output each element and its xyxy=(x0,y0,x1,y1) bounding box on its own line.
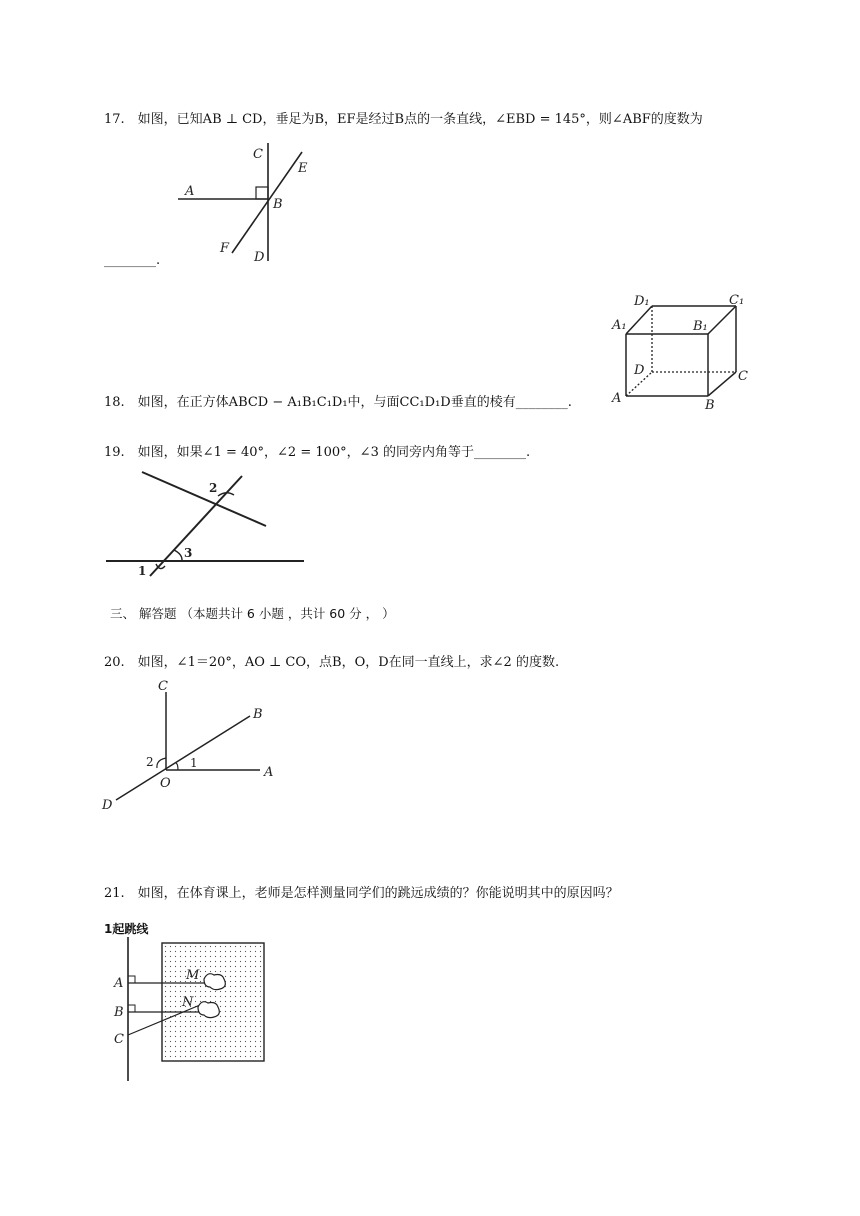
q18-label-a: A xyxy=(612,391,622,406)
q18-label-d1: D₁ xyxy=(634,294,650,309)
q17-label-d: D xyxy=(254,250,265,265)
q21-label-m: M xyxy=(186,968,200,983)
q20-figure xyxy=(100,678,290,818)
q18-cube-figure xyxy=(608,292,758,412)
q18-label-c: C xyxy=(738,369,748,384)
q18-label-c1: C₁ xyxy=(729,293,745,308)
q20-angle-2-label: 2 xyxy=(146,755,154,769)
q18-text: 18. 如图，在正方体ABCD − A₁B₁C₁D₁中，与面CC₁D₁D垂直的棱有________. xyxy=(104,395,572,410)
q19-angle-1-label: 1 xyxy=(138,564,147,578)
q21-label-n: N xyxy=(182,995,194,1010)
q21-label-a: A xyxy=(114,976,124,991)
q18-label-b: B xyxy=(705,398,715,413)
q20-label-c: C xyxy=(158,679,168,694)
q17-label-e: E xyxy=(298,161,308,176)
q21-takeoff-line-header: 1起跳线 xyxy=(104,922,149,936)
q19-figure xyxy=(102,468,312,578)
q21-text: 21. 如图，在体育课上，老师是怎样测量同学们的跳远成绩的？你能说明其中的原因吗？ xyxy=(104,886,619,901)
q20-label-a: A xyxy=(264,765,274,780)
q19-angle-3-label: 3 xyxy=(184,546,193,560)
q17-figure xyxy=(170,140,370,270)
q21-label-b: B xyxy=(114,1005,124,1020)
q17-label-f: F xyxy=(220,241,230,256)
q19-text: 19. 如图，如果∠1 = 40°，∠2 = 100°，∠3 的同旁内角等于________. xyxy=(104,445,531,460)
q17-text: 17. 如图，已知AB ⊥ CD，垂足为B，EF是经过B点的一条直线，∠EBD = 145°，则∠ABF的度数为 xyxy=(104,112,703,127)
q20-text: 20. 如图，∠1＝20°，AO ⊥ CO，点B，O，D在同一直线上，求∠2 的度数. xyxy=(104,655,560,670)
q17-label-b: B xyxy=(273,197,283,212)
q20-label-d: D xyxy=(102,798,113,813)
q21-figure xyxy=(104,935,284,1085)
q19-angle-2-label: 2 xyxy=(209,481,218,495)
section-3-heading: 三、 解答题 （本题共计 6 小题 ，共计 60 分 ， ） xyxy=(110,606,395,621)
q17-answer-blank: ________. xyxy=(104,253,161,268)
q21-label-c: C xyxy=(114,1032,124,1047)
q17-label-a: A xyxy=(185,184,195,199)
q17-label-c: C xyxy=(253,147,263,162)
q20-label-b: B xyxy=(253,707,263,722)
q20-angle-1-label: 1 xyxy=(190,756,198,770)
q18-label-d: D xyxy=(634,363,645,378)
q20-label-o: O xyxy=(160,776,171,791)
q18-label-b1: B₁ xyxy=(693,319,708,334)
q18-label-a1: A₁ xyxy=(612,318,627,333)
